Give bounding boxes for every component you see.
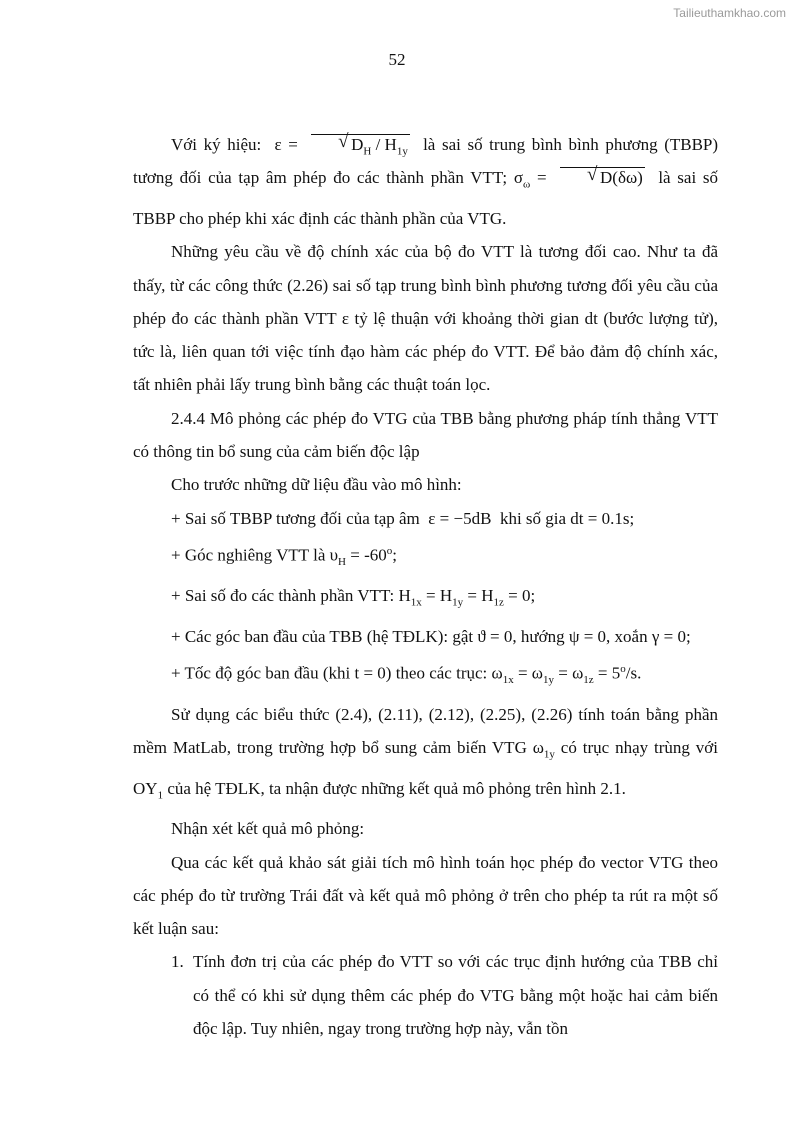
paragraph-conclusion: Qua các kết quả khảo sát giải tích mô hình toán học phép đo vector VTG theo các phép đo từ trường Trái đất và kết quả mô phỏng ở trên cho phép ta rút ra một số kết luận sau: [133, 852, 718, 939]
paragraph-notation [133, 128, 718, 235]
input-item-inclination: + Góc nghiêng VTT là $\upsilon_H = -60^o$; [171, 544, 397, 568]
list-item [133, 945, 718, 1045]
input-item-noise: + Sai số TBBP tương đối của tạp âm ε = −5dB khi số gia dt = 0.1s; [171, 508, 635, 528]
input-item-rates: + Tốc độ góc ban đầu (khi t = 0) theo các trục: $\omega_{1x} = \omega_{1y} = \omega_{1z} = 5^o/s$. [171, 663, 642, 687]
notation-intro: Với ký hiệu: [171, 135, 262, 154]
epsilon-formula: ε = √ $D_H / H_{1y}$ [274, 135, 409, 154]
section-heading: 2.4.4 Mô phỏng các phép đo VTG của TBB bằng phương pháp tính thẳng VTT có thông tin bổ sung của cảm biến độc lập [133, 408, 718, 462]
notation-text-2: là sai số TBBP cho phép khi xác định các thành phần của VTG. [133, 168, 719, 228]
paragraph-matlab: Sử dụng các biểu thức (2.4), (2.11), (2.12), (2.25), (2.26) tính toán bằng phần mềm MatLab, trong trường hợp bổ sung cảm biến VTG $\omega_{1y}$ có trục nhạy trùng với $OY_1$ của hệ TĐLK, ta nhận được những kết quả mô phỏng trên hình 2.1. [133, 704, 718, 801]
notation-text-1: là sai số trung bình bình phương (TBBP) tương đối của tạp âm phép đo các thành phần VTT; [133, 135, 719, 188]
input-item-angles: + Các góc ban đầu của TBB (hệ TĐLK): gật ϑ = 0, hướng ψ = 0, xoắn γ = 0; [171, 626, 691, 646]
document-body [133, 128, 718, 1045]
input-item-errors: + Sai số đo các thành phần VTT: $H_{1x} = H_{1y} = H_{1z} = 0$; [171, 586, 536, 609]
paragraph-accuracy: Những yêu cầu về độ chính xác của bộ đo VTT là tương đối cao. Như ta đã thấy, từ các công thức (2.26) sai số tạp trung bình bình phương tương đối yêu cầu của phép đo các thành phần VTT ε tỷ lệ thuận với khoảng thời gian dt (bước lượng tử), tức là, liên quan tới việc tính đạo hàm các phép đo VTT. Để bảo đảm độ chính xác, tất nhiên phải lấy trung bình bằng các thuật toán lọc. [133, 242, 718, 395]
remarks-heading: Nhận xét kết quả mô phỏng: [171, 819, 365, 839]
sigma-formula: $\sigma_\omega$ = √ D(δω) [514, 168, 645, 187]
inputs-intro: Cho trước những dữ liệu đầu vào mô hình: [171, 475, 462, 495]
watermark: Tailieuthamkhao.com [673, 6, 786, 20]
list-text: Tính đơn trị của các phép đo VTT so với các trục định hướng của TBB chỉ có thể có khi sử dụng thêm các phép đo VTG bằng một hoặc hai cảm biến độc lập. Tuy nhiên, ngay trong trường hợp này, vẫn tồn [193, 952, 718, 1039]
list-number: 1. [171, 952, 184, 972]
page-number: 52 [388, 50, 406, 69]
